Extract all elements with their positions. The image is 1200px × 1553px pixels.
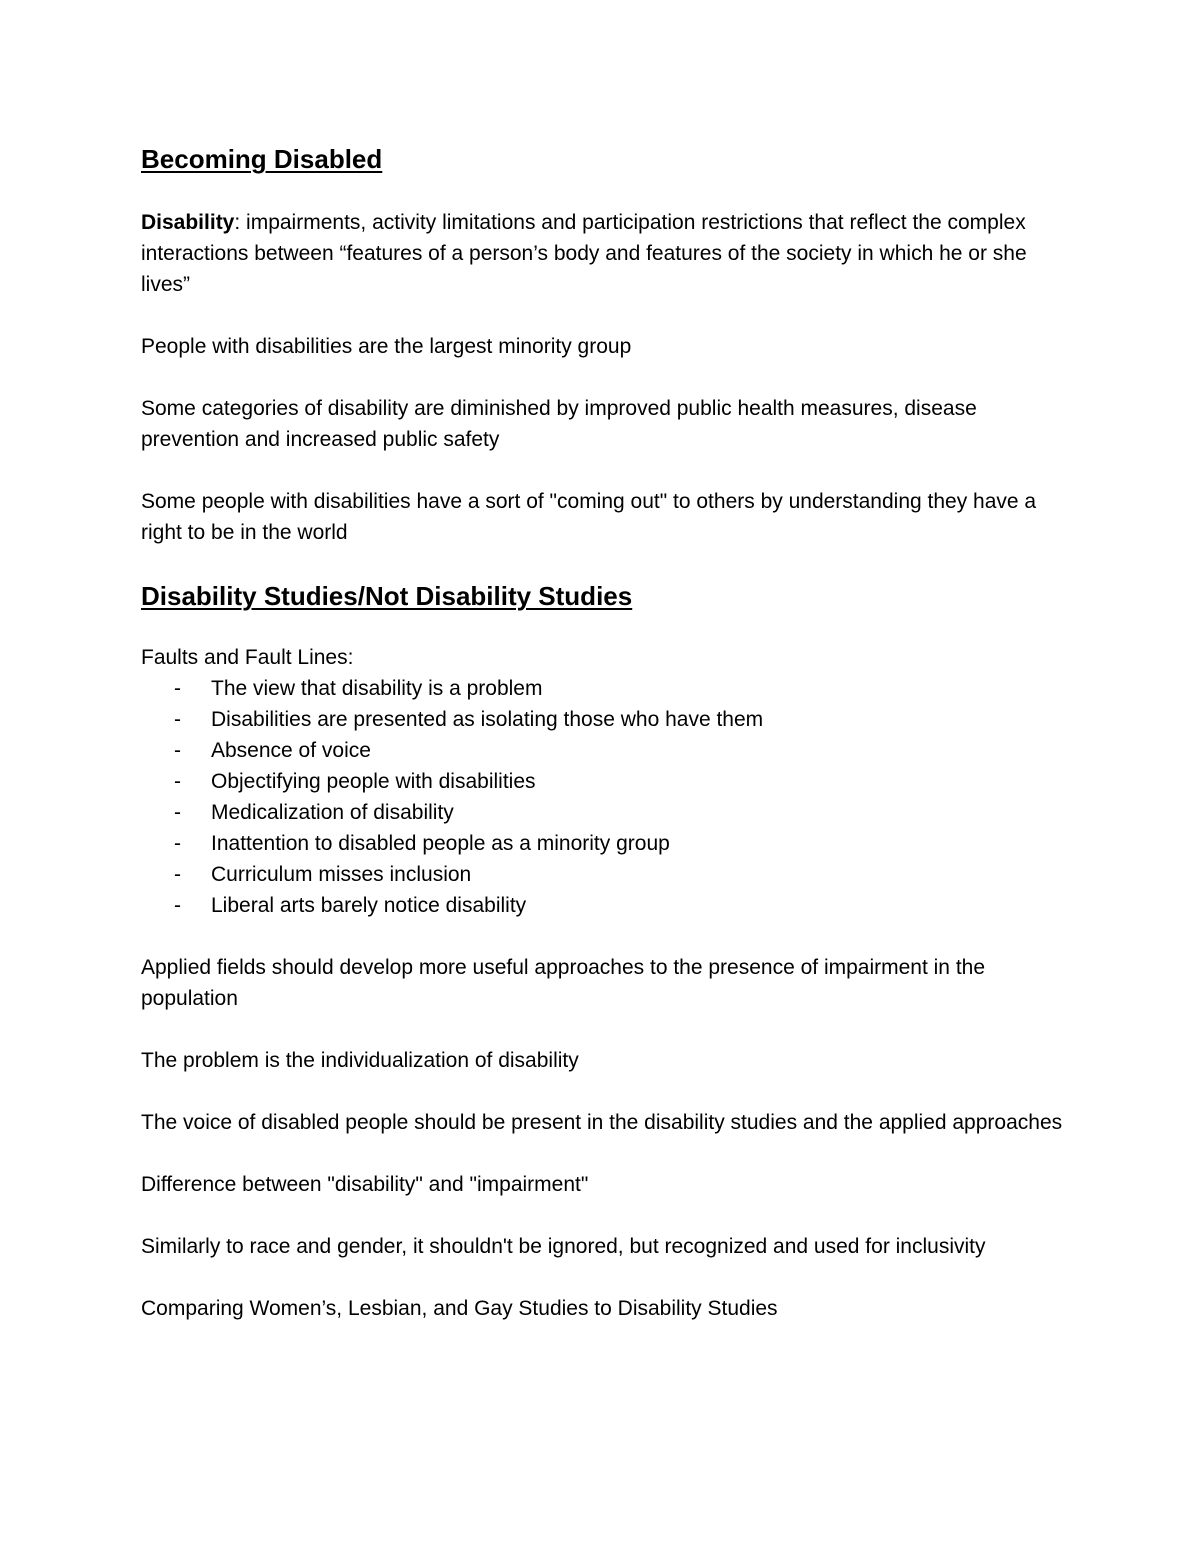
list-dash: -: [174, 894, 181, 917]
section-title-becoming-disabled: Becoming Disabled: [141, 144, 383, 174]
paragraph-coming-out: Some people with disabilities have a sort of "coming out" to others by understanding they have a right to be in the world: [141, 490, 1037, 544]
list-item-text: Curriculum misses inclusion: [211, 863, 472, 886]
list-item: [141, 828, 1071, 859]
section-title-disability-studies: Disability Studies/Not Disability Studies: [141, 581, 633, 611]
list-item: [141, 704, 1071, 735]
paragraph-individualization: The problem is the individualization of disability: [141, 1049, 579, 1072]
paragraph-categories-diminished: Some categories of disability are diminished by improved public health measures, disease prevention and increased public safety: [141, 397, 977, 451]
paragraph-disability-vs-impairment: Difference between "disability" and "impairment": [141, 1173, 589, 1196]
list-item-text: Liberal arts barely notice disability: [211, 894, 527, 917]
list-item-text: Absence of voice: [211, 739, 371, 762]
list-item-text: Objectifying people with disabilities: [211, 770, 536, 793]
list-item: [141, 890, 1071, 921]
list-dash: -: [174, 770, 181, 793]
list-dash: -: [174, 739, 181, 762]
list-item-text: Medicalization of disability: [211, 801, 454, 824]
definition-term: Disability: [141, 211, 235, 234]
paragraph-race-and-gender: Similarly to race and gender, it shouldn't be ignored, but recognized and used for inclusivity: [141, 1235, 986, 1258]
list-dash: -: [174, 677, 181, 700]
list-item-text: The view that disability is a problem: [211, 677, 543, 700]
list-item-text: Disabilities are presented as isolating those who have them: [211, 708, 764, 731]
list-item: [141, 797, 1071, 828]
paragraph-voice-of-disabled: The voice of disabled people should be present in the disability studies and the applied approaches: [141, 1111, 1063, 1134]
list-item: [141, 766, 1071, 797]
list-item: [141, 735, 1071, 766]
list-intro: Faults and Fault Lines:: [141, 646, 354, 669]
definition-paragraph: [141, 207, 1066, 300]
list-item: [141, 859, 1071, 890]
list-dash: -: [174, 801, 181, 824]
list-dash: -: [174, 863, 181, 886]
document-page: [141, 140, 1071, 1324]
definition-text: : impairments, activity limitations and participation restrictions that reflect the complex interactions between “features of a person’s body and features of the society in which he or she lives”: [141, 211, 1027, 296]
paragraph-largest-minority: People with disabilities are the largest minority group: [141, 335, 632, 358]
list-item: [141, 673, 1071, 704]
list-dash: -: [174, 708, 181, 731]
list-dash: -: [174, 832, 181, 855]
paragraph-applied-fields: Applied fields should develop more useful approaches to the presence of impairment in the population: [141, 956, 986, 1010]
faults-list: [141, 673, 1071, 921]
list-item-text: Inattention to disabled people as a minority group: [211, 832, 670, 855]
paragraph-comparing-studies: Comparing Women’s, Lesbian, and Gay Studies to Disability Studies: [141, 1297, 778, 1320]
